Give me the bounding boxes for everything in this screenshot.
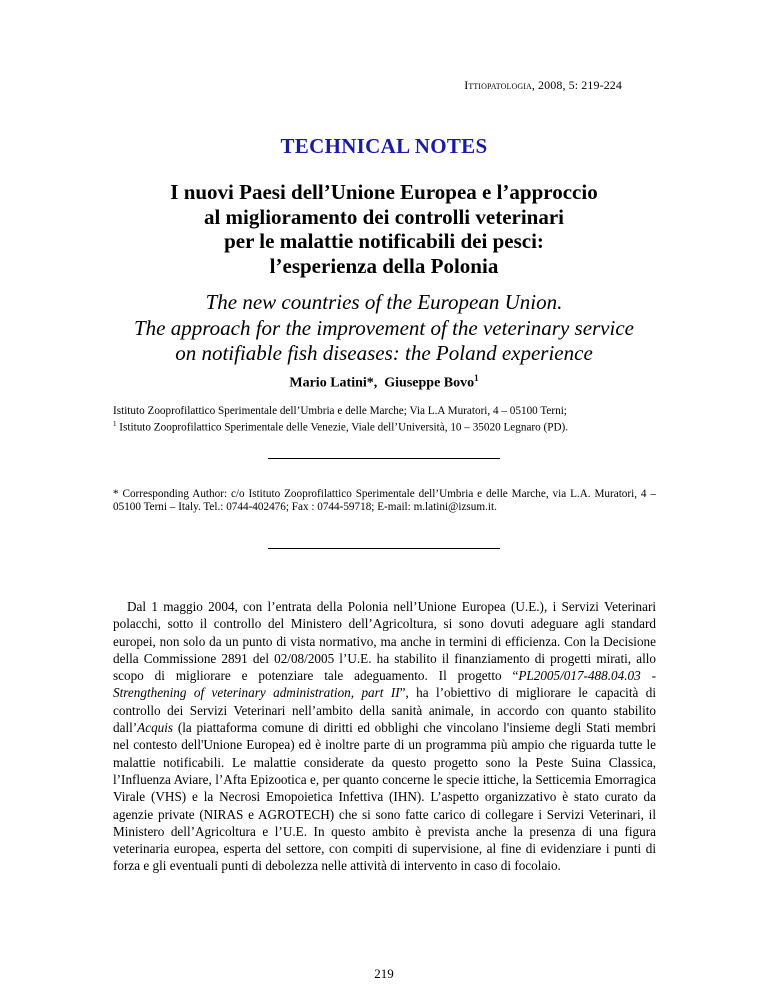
- author-name: Giuseppe Bovo: [384, 375, 475, 391]
- english-title: [60, 290, 708, 367]
- author-list: [0, 373, 768, 392]
- author-name: Mario Latini*,: [289, 375, 378, 391]
- title-line: I nuovi Paesi dell’Unione Europea e l’approccio: [170, 180, 598, 204]
- body-text: Dal 1 maggio 2004, con l’entrata della Polonia nell’Unione Europea (U.E.), i Servizi Veterinari polacchi, sotto il controllo del Ministero dell’Agricoltura, si sono dovuti adeguare agli standard europei, non solo da un punto di vista normativo, ma anche in termini di efficienza. Con la Decisione della Commissione 2891 del 02/08/2005 l’U.E. ha stabilito il finanziamento di progetti mirati, allo scopo di migliorare e potenziare tale adeguamento. Il progetto “: [113, 599, 656, 684]
- journal-citation: , 2008, 5: 219-224: [531, 78, 622, 92]
- body-text: (la piattaforma comune di diritti ed obblighi che vincolano l'insieme degli Stati membri nel contesto dell'Unione Europea) ed è inoltre parte di un programma più ampio che riguarda tutte le malattie notificabili. Le malattie considerate da questo progetto sono la Peste Suina Classica, l’Influenza Aviare, l’Afta Epizootica e, per quanto concerne le specie ittiche, la Setticemia Emorragica Virale (VHS) e la Necrosi Emopoietica Infettiva (IHN). L’aspetto organizzativo è stato curato da agenzie private (NIRAS e AGROTECH) che si sono fatte carico di collegare i Servizi Veterinari, il Ministero dell’Agricoltura e l’U.E. In questo ambito è prevista anche la presenza di una figura veterinaria europea, esperta del settore, con compiti di supervisione, al fine di evidenziare i punti di forza e gli eventuali punti di debolezza nelle attività di intervento in caso di focolaio.: [113, 720, 656, 874]
- corresponding-author-note: * Corresponding Author: c/o Istituto Zooprofilattico Sperimentale dell’Umbria e delle Marche, via L.A. Muratori, 4 – 05100 Terni – Italy. Tel.: 0744-402476; Fax : 0744-59718; E-mail: m.latini@izsum.it.: [113, 488, 656, 514]
- title-line: l’esperienza della Polonia: [269, 253, 499, 278]
- divider-rule: [268, 458, 500, 459]
- affiliation-text: Istituto Zooprofilattico Sperimentale delle Venezie, Viale dell’Università, 10 – 35020 Legnaro (PD).: [116, 421, 569, 434]
- subtitle-line: on notifiable fish diseases: the Poland experience: [175, 341, 593, 365]
- article-title: [80, 180, 688, 278]
- subtitle-line: The approach for the improvement of the veterinary service: [134, 315, 634, 340]
- body-paragraph: [113, 598, 656, 875]
- affiliation-marker: 1: [113, 420, 117, 428]
- divider-rule: [268, 548, 500, 549]
- acquis-term: Acquis: [137, 720, 174, 736]
- subtitle-line: The new countries of the European Union.: [205, 290, 563, 314]
- journal-name: Ittiopatologia: [464, 78, 532, 92]
- title-line: al miglioramento dei controlli veterinari: [203, 204, 565, 229]
- running-header: [464, 78, 622, 93]
- project-code: PL2005/017-488.04.03 - Strengthening of veterinary administration, part II: [113, 668, 656, 701]
- affiliation-line: [113, 418, 673, 435]
- affiliation-marker: 1: [474, 373, 479, 383]
- affiliation-line: Istituto Zooprofilattico Sperimentale dell’Umbria e delle Marche; Via L.A Muratori, 4 – 05100 Terni;: [113, 405, 567, 417]
- affiliations: [113, 405, 673, 435]
- section-heading: TECHNICAL NOTES: [280, 134, 488, 158]
- page-number: 219: [374, 966, 394, 981]
- title-line: per le malattie notificabili dei pesci:: [224, 229, 544, 253]
- body-text: ”, ha l’obiettivo di migliorare le capacità di controllo dei Servizi Veterinari nell’ambito della sanità animale, in accordo con quanto stabilito dall’: [113, 685, 656, 736]
